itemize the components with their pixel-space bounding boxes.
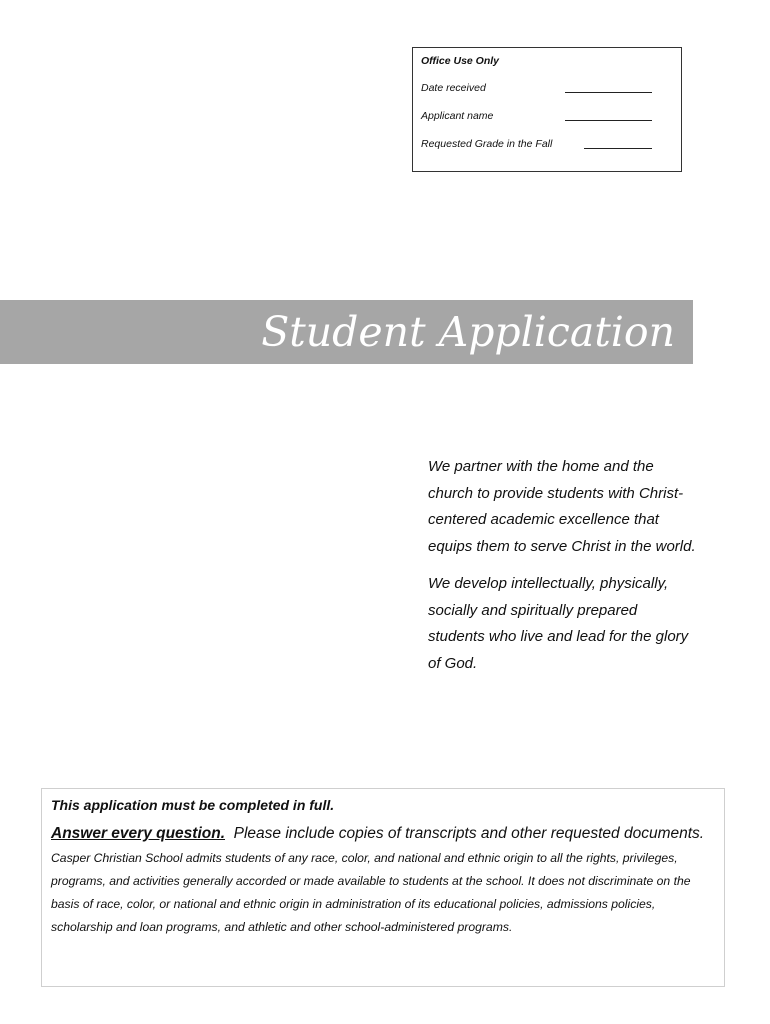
office-use-box	[412, 47, 682, 172]
applicant-name-blank	[565, 120, 652, 121]
application-notice-box	[41, 788, 725, 987]
office-row-requested-grade	[421, 137, 681, 151]
page-title: Student Application	[261, 308, 675, 356]
date-received-label: Date received	[421, 82, 486, 94]
mission-paragraph-2: We develop intellectually, physically, socially and spiritually prepared students who live and lead for the glory of God.	[428, 575, 689, 672]
office-row-date-received	[421, 81, 681, 95]
applicant-name-label: Applicant name	[421, 110, 494, 122]
title-banner	[0, 300, 693, 364]
documents-instruction: Please include copies of transcripts and other requested documents.	[233, 825, 705, 842]
answer-every-question: Answer every question.	[51, 825, 226, 842]
office-use-title: Office Use Only	[421, 55, 500, 67]
office-row-applicant-name	[421, 109, 681, 123]
mission-statement	[428, 454, 698, 688]
mission-paragraph-1: We partner with the home and the church to provide students with Christ-centered academic excellence that equips them to serve Christ in the world.	[428, 458, 696, 555]
date-received-blank	[565, 92, 652, 93]
notice-heading: This application must be completed in full.	[51, 797, 335, 813]
requested-grade-blank	[584, 148, 652, 149]
requested-grade-label: Requested Grade in the Fall	[421, 138, 553, 150]
notice-answer-line	[51, 824, 716, 844]
nondiscrimination-policy: Casper Christian School admits students of any race, color, and national and ethnic origin to all the rights, privileges, programs, and activities generally accorded or made available to students at the school. It does not discriminate on the basis of race, color, or national and ethnic origin in administration of its educational policies, admissions policies, scholarship and loan programs, and athletic and other school-administered programs.	[51, 851, 691, 934]
